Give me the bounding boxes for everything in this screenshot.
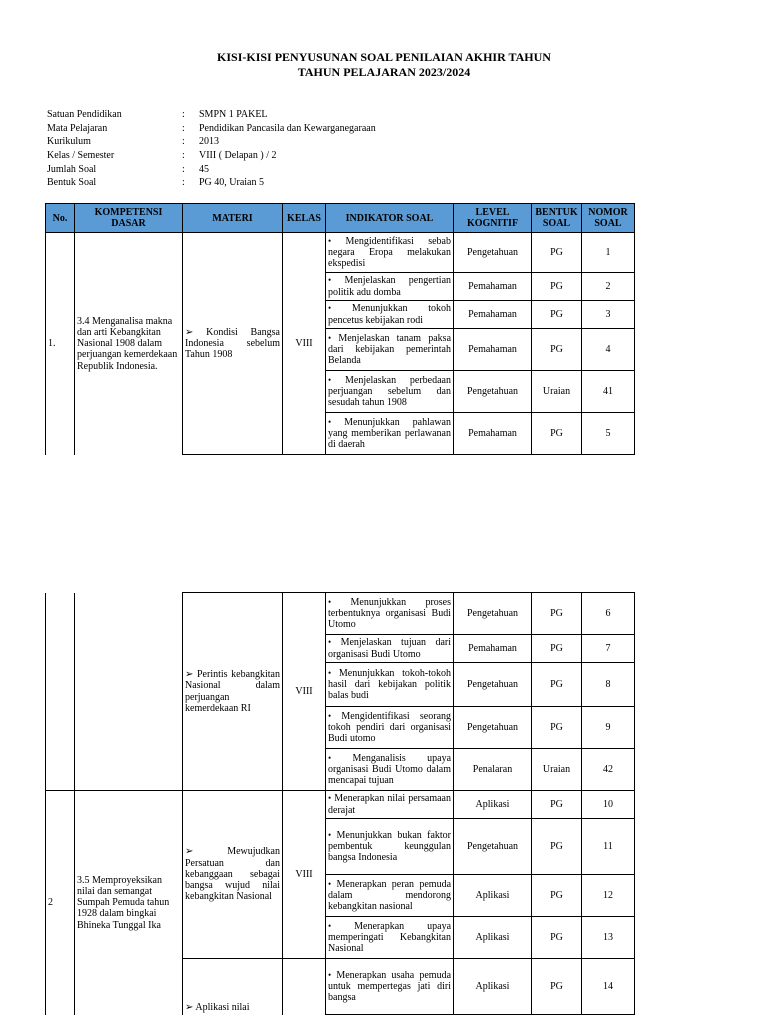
nomor-cell: 14: [582, 959, 635, 1015]
nomor-cell: 5: [582, 413, 635, 455]
arrow-bullet-icon: ➢: [185, 846, 194, 858]
bullet-icon: •: [328, 878, 332, 889]
bullet-icon: •: [328, 416, 332, 427]
materi-cell: ➢ Kondisi Bangsa Indonesia sebelum Tahun 1908: [183, 233, 283, 455]
nomor-cell: 13: [582, 917, 635, 959]
nomor-cell: 4: [582, 329, 635, 371]
header-indikator: INDIKATOR SOAL: [326, 204, 454, 233]
indikator-cell: • Menunjukkan tokoh-tokoh hasil dari kebijakan politik balas budi: [326, 663, 454, 707]
nomor-cell: 8: [582, 663, 635, 707]
table-row: [46, 233, 635, 273]
level-cell: Aplikasi: [454, 791, 532, 819]
nomor-cell: 41: [582, 371, 635, 413]
bullet-icon: •: [328, 637, 332, 648]
bullet-icon: •: [328, 374, 332, 385]
level-cell: Penalaran: [454, 749, 532, 791]
bentuk-cell: PG: [532, 635, 582, 663]
document-title: KISI-KISI PENYUSUNAN SOAL PENILAIAN AKHIR TAHUN: [217, 50, 551, 64]
level-cell: Pengetahuan: [454, 819, 532, 875]
arrow-bullet-icon: ➢: [185, 1002, 194, 1014]
level-cell: Aplikasi: [454, 875, 532, 917]
kisi-kisi-table-part-1: [45, 203, 635, 455]
info-row: Kelas / Semester : VIII ( Delapan ) / 2: [47, 150, 277, 162]
table-row: [46, 791, 635, 819]
nomor-cell: 7: [582, 635, 635, 663]
info-row: Satuan Pendidikan : SMPN 1 PAKEL: [47, 109, 268, 120]
level-cell: Aplikasi: [454, 959, 532, 1015]
level-cell: Pemahaman: [454, 635, 532, 663]
materi-cell: ➢ Aplikasi nilai: [183, 959, 283, 1015]
bentuk-cell: PG: [532, 819, 582, 875]
bullet-icon: •: [328, 752, 332, 763]
level-cell: Pengetahuan: [454, 233, 532, 273]
bullet-icon: •: [328, 920, 332, 931]
materi-cell: ➢ Perintis kebangkitan Nasional dalam perjuangan kemerdekaan RI: [183, 593, 283, 791]
info-row: Jumlah Soal : 45: [47, 163, 209, 175]
header-level: LEVEL KOGNITIF: [454, 204, 532, 233]
kisi-kisi-table-part-2: [45, 592, 635, 1015]
level-cell: Aplikasi: [454, 917, 532, 959]
bullet-icon: •: [328, 793, 332, 804]
bentuk-cell: PG: [532, 301, 582, 329]
bentuk-cell: PG: [532, 273, 582, 301]
indikator-cell: • Menunjukkan bukan faktor pembentuk keunggulan bangsa Indonesia: [326, 819, 454, 875]
nomor-cell: 10: [582, 791, 635, 819]
indikator-cell: • Mengidentifikasi sebab negara Eropa melakukan ekspedisi: [326, 233, 454, 273]
bullet-icon: •: [328, 710, 332, 721]
kelas-cell: VIII: [283, 593, 326, 791]
table-header-row: [46, 204, 635, 233]
bullet-icon: •: [328, 235, 332, 246]
bentuk-cell: PG: [532, 707, 582, 749]
indikator-cell: • Menjelaskan perbedaan perjuangan sebelum dan sesudah tahun 1908: [326, 371, 454, 413]
nomor-cell: 2: [582, 273, 635, 301]
bentuk-cell: PG: [532, 959, 582, 1015]
indikator-cell: • Menunjukkan proses terbentuknya organisasi Budi Utomo: [326, 593, 454, 635]
header-materi: MATERI: [183, 204, 283, 233]
indikator-cell: • Menerapkan usaha pemuda untuk mempertegas jati diri bangsa: [326, 959, 454, 1015]
header-bentuk: BENTUK SOAL: [532, 204, 582, 233]
level-cell: Pemahaman: [454, 273, 532, 301]
bentuk-cell: PG: [532, 791, 582, 819]
level-cell: Pengetahuan: [454, 707, 532, 749]
indikator-cell: • Menjelaskan tanam paksa dari kebijakan pemerintah Belanda: [326, 329, 454, 371]
nomor-cell: 3: [582, 301, 635, 329]
indikator-cell: • Menjelaskan pengertian politik adu domba: [326, 273, 454, 301]
row-number: [46, 593, 75, 791]
info-row: Bentuk Soal : PG 40, Uraian 5: [47, 177, 264, 189]
table-row: [46, 593, 635, 635]
bullet-icon: •: [328, 332, 332, 343]
level-cell: Pemahaman: [454, 301, 532, 329]
bentuk-cell: PG: [532, 329, 582, 371]
bentuk-cell: PG: [532, 875, 582, 917]
arrow-bullet-icon: ➢: [185, 669, 194, 681]
header-no: No.: [46, 204, 75, 233]
bullet-icon: •: [328, 596, 332, 607]
row-number: 2: [46, 791, 75, 1015]
kelas-cell: [283, 959, 326, 1015]
indikator-cell: • Menerapkan nilai persamaan derajat: [326, 791, 454, 819]
indikator-cell: • Menunjukkan tokoh pencetus kebijakan rodi: [326, 301, 454, 329]
arrow-bullet-icon: ➢: [185, 326, 194, 338]
indikator-cell: • Menjelaskan tujuan dari organisasi Budi Utomo: [326, 635, 454, 663]
level-cell: Pengetahuan: [454, 663, 532, 707]
bentuk-cell: PG: [532, 663, 582, 707]
indikator-cell: • Mengidentifikasi seorang tokoh pendiri dari organisasi Budi utomo: [326, 707, 454, 749]
row-number: 1.: [46, 233, 75, 455]
indikator-cell: • Menganalisis upaya organisasi Budi Utomo dalam mencapai tujuan: [326, 749, 454, 791]
nomor-cell: 42: [582, 749, 635, 791]
materi-cell: ➢ Mewujudkan Persatuan dan kebanggaan sebagai bangsa wujud nilai kebangkitan Nasional: [183, 791, 283, 959]
kelas-cell: VIII: [283, 233, 326, 455]
bentuk-cell: Uraian: [532, 371, 582, 413]
bentuk-cell: PG: [532, 917, 582, 959]
level-cell: Pengetahuan: [454, 371, 532, 413]
header-kelas: KELAS: [283, 204, 326, 233]
level-cell: Pemahaman: [454, 329, 532, 371]
bentuk-cell: PG: [532, 233, 582, 273]
kompetensi-dasar: 3.5 Memproyeksikan nilai dan semangat Sumpah Pemuda tahun 1928 dalam bingkai Bhineka Tunggal Ika: [75, 791, 183, 1015]
bentuk-cell: PG: [532, 593, 582, 635]
bentuk-cell: Uraian: [532, 749, 582, 791]
bentuk-cell: PG: [532, 413, 582, 455]
nomor-cell: 6: [582, 593, 635, 635]
indikator-cell: • Menunjukkan pahlawan yang memberikan perlawanan di daerah: [326, 413, 454, 455]
header-nomor: NOMOR SOAL: [582, 204, 635, 233]
kompetensi-dasar: [75, 593, 183, 791]
nomor-cell: 11: [582, 819, 635, 875]
bullet-icon: •: [328, 667, 332, 678]
level-cell: Pemahaman: [454, 413, 532, 455]
nomor-cell: 9: [582, 707, 635, 749]
bullet-icon: •: [328, 275, 332, 286]
bullet-icon: •: [328, 303, 332, 314]
document-subtitle: TAHUN PELAJARAN 2023/2024: [297, 65, 471, 79]
kelas-cell: VIII: [283, 791, 326, 959]
indikator-cell: • Menerapkan upaya memperingati Kebangkitan Nasional: [326, 917, 454, 959]
bullet-icon: •: [328, 829, 332, 840]
info-row: Mata Pelajaran : Pendidikan Pancasila dan Kewarganegaraan: [47, 122, 376, 134]
info-row: Kurikulum : 2013: [47, 136, 219, 148]
level-cell: Pengetahuan: [454, 593, 532, 635]
nomor-cell: 12: [582, 875, 635, 917]
indikator-cell: • Menerapkan peran pemuda dalam mendorong kebangkitan nasional: [326, 875, 454, 917]
header-kd: KOMPETENSI DASAR: [75, 204, 183, 233]
bullet-icon: •: [328, 969, 332, 980]
nomor-cell: 1: [582, 233, 635, 273]
page-break-gap: [0, 458, 768, 591]
identity-block: [47, 108, 376, 190]
kompetensi-dasar: 3.4 Menganalisa makna dan arti Kebangkitan Nasional 1908 dalam perjuangan kemerdekaan Republik Indonesia.: [75, 233, 183, 455]
